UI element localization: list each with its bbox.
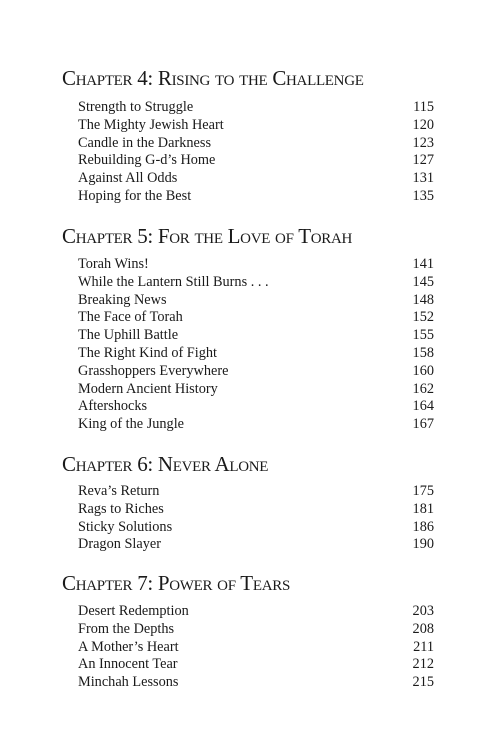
- toc-entry[interactable]: [0, 416, 500, 434]
- entry-title: Minchah Lessons: [78, 674, 179, 691]
- toc-entry[interactable]: [0, 639, 500, 657]
- toc-entry[interactable]: [0, 621, 500, 639]
- entry-page-number: 152: [412, 309, 434, 326]
- entry-page-number: 135: [412, 187, 434, 204]
- entry-page-number: 141: [412, 256, 434, 272]
- entry-title: Reva’s Return: [78, 483, 160, 499]
- toc-entry[interactable]: [0, 256, 500, 274]
- entry-page-number: 203: [412, 603, 434, 619]
- chapter-heading: Chapter 6: Never Alone: [62, 452, 269, 476]
- entry-title: Torah Wins!: [78, 256, 149, 272]
- toc-entry[interactable]: [0, 117, 500, 135]
- toc-entry[interactable]: [0, 656, 500, 674]
- entry-title: Desert Redemption: [78, 603, 189, 619]
- toc-entry[interactable]: [0, 292, 500, 310]
- toc-entry[interactable]: [0, 483, 500, 501]
- entry-page-number: 164: [412, 398, 434, 415]
- toc-entry[interactable]: [0, 398, 500, 416]
- entry-title: The Face of Torah: [78, 309, 183, 326]
- entry-title: Strength to Struggle: [78, 99, 194, 115]
- entry-title: Hoping for the Best: [78, 187, 192, 204]
- entry-page-number: 208: [412, 620, 434, 637]
- entry-page-number: 127: [412, 152, 434, 169]
- toc-entry[interactable]: [0, 519, 500, 537]
- chapter-heading: Chapter 7: Power of Tears: [62, 571, 290, 595]
- toc-entry[interactable]: [0, 536, 500, 554]
- entry-page-number: 155: [412, 327, 434, 344]
- entry-title: An Innocent Tear: [78, 656, 178, 673]
- toc-entry[interactable]: [0, 274, 500, 292]
- toc-entry[interactable]: [0, 99, 500, 117]
- entry-title: Sticky Solutions: [78, 518, 173, 535]
- entry-title: Candle in the Darkness: [78, 134, 212, 151]
- toc-entry[interactable]: [0, 135, 500, 153]
- entry-title: A Mother’s Heart: [78, 638, 179, 655]
- entry-title: Dragon Slayer: [78, 536, 161, 553]
- entry-title: Grasshoppers Everywhere: [78, 362, 229, 379]
- entry-page-number: 148: [412, 291, 434, 308]
- entry-title: The Mighty Jewish Heart: [78, 116, 224, 133]
- toc-entry[interactable]: [0, 327, 500, 345]
- chapter-heading: Chapter 4: Rising to the Challenge: [62, 66, 364, 90]
- toc-entry[interactable]: [0, 501, 500, 519]
- toc-entry[interactable]: [0, 170, 500, 188]
- entry-title: Aftershocks: [78, 398, 148, 415]
- entry-page-number: 167: [412, 416, 434, 433]
- entry-page-number: 160: [412, 362, 434, 379]
- toc-entry[interactable]: [0, 188, 500, 206]
- entry-page-number: 158: [412, 344, 434, 361]
- entry-page-number: 120: [412, 116, 434, 133]
- chapter-entry-list: [0, 603, 500, 692]
- entry-page-number: 215: [412, 674, 434, 691]
- entry-title: Rags to Riches: [78, 500, 164, 517]
- entry-page-number: 211: [413, 638, 434, 655]
- entry-page-number: 162: [412, 380, 434, 397]
- entry-page-number: 115: [413, 99, 434, 115]
- toc-entry[interactable]: [0, 152, 500, 170]
- entry-title: From the Depths: [78, 620, 175, 637]
- toc-entry[interactable]: [0, 363, 500, 381]
- entry-page-number: 190: [412, 536, 434, 553]
- entry-title: While the Lantern Still Burns . . .: [78, 273, 269, 290]
- entry-page-number: 186: [412, 518, 434, 535]
- entry-page-number: 212: [412, 656, 434, 673]
- entry-page-number: 181: [412, 500, 434, 517]
- entry-title: Modern Ancient History: [78, 380, 218, 397]
- entry-title: King of the Jungle: [78, 416, 185, 433]
- entry-page-number: 145: [412, 273, 434, 290]
- toc-entry[interactable]: [0, 309, 500, 327]
- entry-title: Against All Odds: [78, 170, 178, 187]
- entry-page-number: 123: [412, 134, 434, 151]
- toc-entry[interactable]: [0, 603, 500, 621]
- entry-title: Rebuilding G-d’s Home: [78, 152, 216, 169]
- chapter-heading: Chapter 5: For the Love of Torah: [62, 224, 353, 248]
- entry-title: The Right Kind of Fight: [78, 344, 217, 361]
- entry-title: Breaking News: [78, 291, 167, 308]
- entry-title: The Uphill Battle: [78, 327, 179, 344]
- entry-page-number: 175: [412, 483, 434, 499]
- chapter-entry-list: [0, 483, 500, 554]
- entry-page-number: 131: [412, 170, 434, 187]
- toc-entry[interactable]: [0, 345, 500, 363]
- chapter-entry-list: [0, 256, 500, 434]
- toc-entry[interactable]: [0, 674, 500, 692]
- toc-entry[interactable]: [0, 381, 500, 399]
- chapter-entry-list: [0, 99, 500, 206]
